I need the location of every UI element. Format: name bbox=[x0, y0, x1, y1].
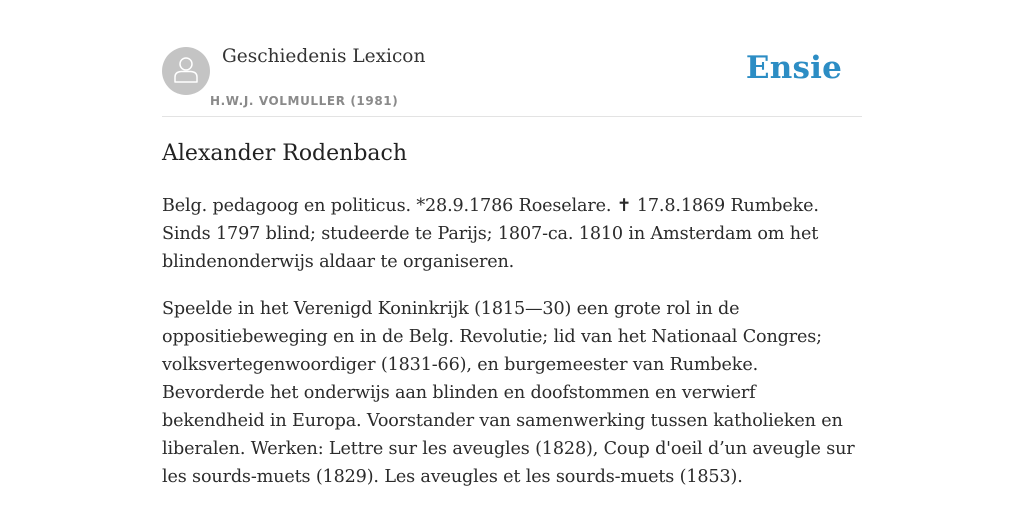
article-title: Alexander Rodenbach bbox=[162, 141, 408, 166]
article-card bbox=[162, 0, 862, 487]
article-paragraph: Belg. pedagoog en politicus. *28.9.1786 Roeselare. ✝ 17.8.1869 Rumbeke. Sinds 1797 blind; studeerde te Parijs; 1807-ca. 1810 in Amsterdam om het blindenonderwijs aldaar te organiseren. bbox=[162, 196, 819, 272]
user-icon bbox=[173, 55, 199, 87]
lexicon-name-link[interactable]: Geschiedenis Lexicon bbox=[222, 46, 426, 67]
article-paragraph: Speelde in het Verenigd Koninkrijk (1815—30) een grote rol in de oppositiebeweging en in de Belg. Revolutie; lid van het Nationaal Congres; volksvertegenwoordiger (1831-66), en burgemeester van Rumbeke. Bevorderde het onderwijs aan blinden en doofstommen en verwierf bekendheid in Europa. Voorstander van samenwerking tussen katholieken en liberalen. Werken: Lettre sur les aveugles (1828), Coup d'oeil d’un aveugle sur les sourds-muets (1829). Les aveugles et les sourds-muets (1853). bbox=[162, 299, 855, 487]
author-name[interactable]: H.W.J. VOLMULLER (1981) bbox=[210, 94, 399, 108]
header bbox=[162, 0, 862, 117]
ensie-logo[interactable]: Ensie bbox=[745, 50, 842, 86]
avatar[interactable] bbox=[162, 47, 210, 95]
article-body bbox=[162, 192, 862, 510]
